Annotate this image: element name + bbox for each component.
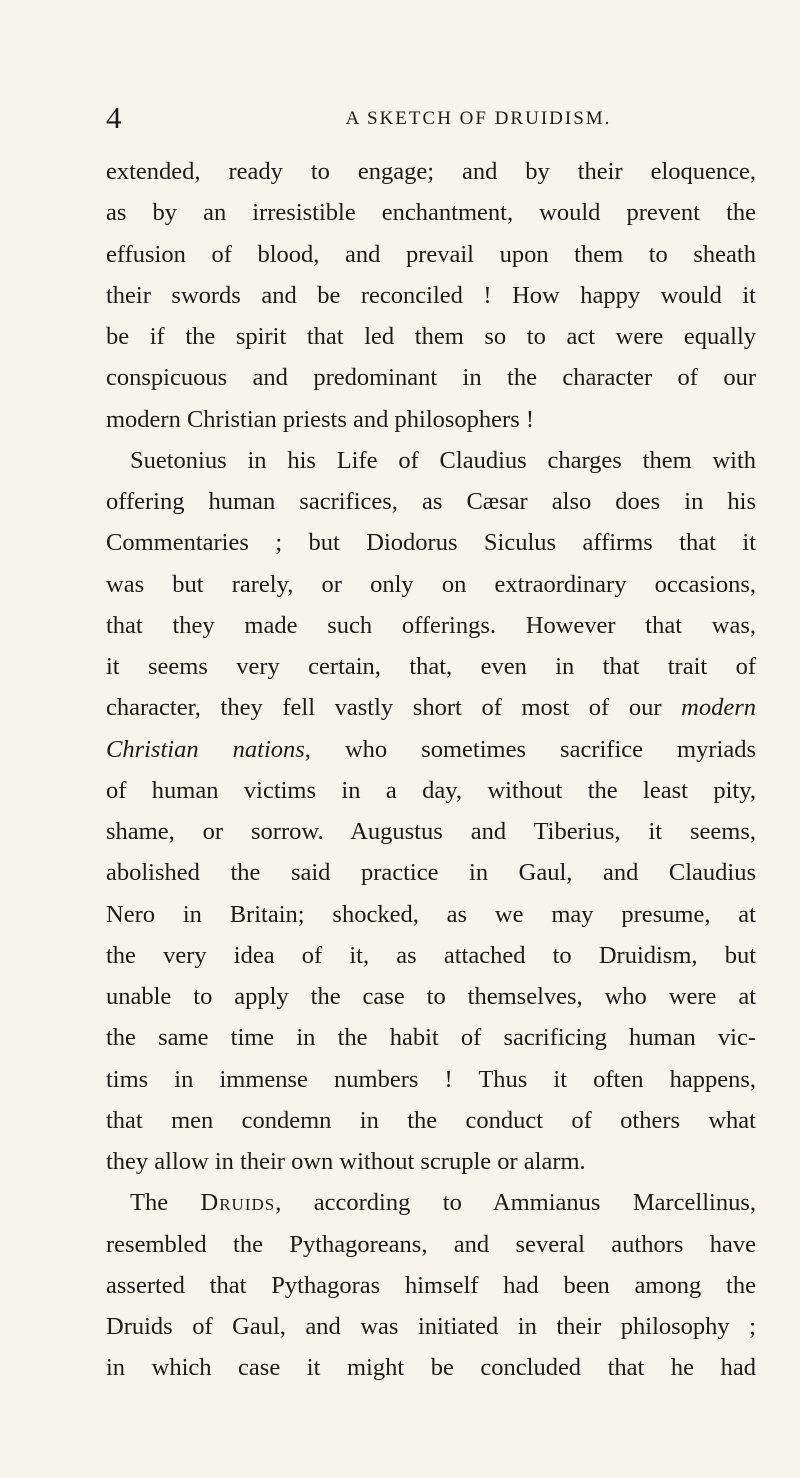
text-line: that they made such offerings. However that was, <box>106 611 756 639</box>
text-span: The <box>130 1189 201 1217</box>
running-title: A SKETCH OF DRUIDISM. <box>345 108 612 129</box>
text-line <box>106 729 756 770</box>
text-line: modern Christian priests and philosophers ! <box>106 405 535 433</box>
text-line: that men condemn in the conduct of others what <box>106 1106 756 1134</box>
text-line <box>106 1182 756 1223</box>
text-line: it seems very certain, that, even in that trait of <box>106 653 756 680</box>
text-line: shame, or sorrow. Augustus and Tiberius, it seems, <box>106 818 756 845</box>
text-line: was but rarely, or only on extraordinary occasions, <box>106 570 756 598</box>
text-line: as by an irresistible enchantment, would prevent the <box>106 199 756 227</box>
text-span: , according to Ammianus Marcellinus, <box>275 1189 756 1217</box>
text-span: , who sometimes sacrifice myriads <box>304 735 756 763</box>
text-line: the very idea of it, as attached to Druidism, but <box>106 941 756 969</box>
text-line: abolished the said practice in Gaul, and Claudius <box>106 859 756 887</box>
page-header <box>106 100 761 140</box>
text-line: in which case it might be concluded that he had <box>106 1354 756 1382</box>
text-line: Commentaries ; but Diodorus Siculus affirms that it <box>106 529 756 557</box>
text-line: Druids of Gaul, and was initiated in their philosophy ; <box>106 1313 756 1340</box>
text-line: unable to apply the case to themselves, who were at <box>106 983 756 1010</box>
text-line: tims in immense numbers ! Thus it often happens, <box>106 1065 756 1093</box>
body-text <box>106 151 756 1389</box>
text-line: the same time in the habit of sacrificing human vic- <box>106 1024 756 1052</box>
text-line: offering human sacrifices, as Cæsar also does in his <box>106 488 756 515</box>
text-line: conspicuous and predominant in the character of our <box>106 364 756 392</box>
text-line: they allow in their own without scruple or alarm. <box>106 1148 586 1175</box>
text-line: effusion of blood, and prevail upon them to sheath <box>106 240 756 268</box>
text-line: asserted that Pythagoras himself had been among the <box>106 1271 756 1299</box>
text-line: their swords and be reconciled ! How happy would it <box>106 281 756 309</box>
text-line: resembled the Pythagoreans, and several authors have <box>106 1230 756 1258</box>
text-line: of human victims in a day, without the least pity, <box>106 776 756 804</box>
italic-text: Christian nations <box>106 735 305 763</box>
text-line: Suetonius in his Life of Claudius charges them with <box>130 446 756 474</box>
text-line: extended, ready to engage; and by their eloquence, <box>106 158 756 185</box>
italic-text: modern <box>681 694 756 722</box>
text-line <box>106 687 756 728</box>
page-number: 4 <box>106 100 122 135</box>
text-span: character, they fell vastly short of most of our <box>106 694 682 722</box>
text-line: be if the spirit that led them so to act were equally <box>106 323 756 350</box>
small-caps-text: Druids <box>200 1189 276 1217</box>
text-line: Nero in Britain; shocked, as we may presume, at <box>106 900 756 928</box>
